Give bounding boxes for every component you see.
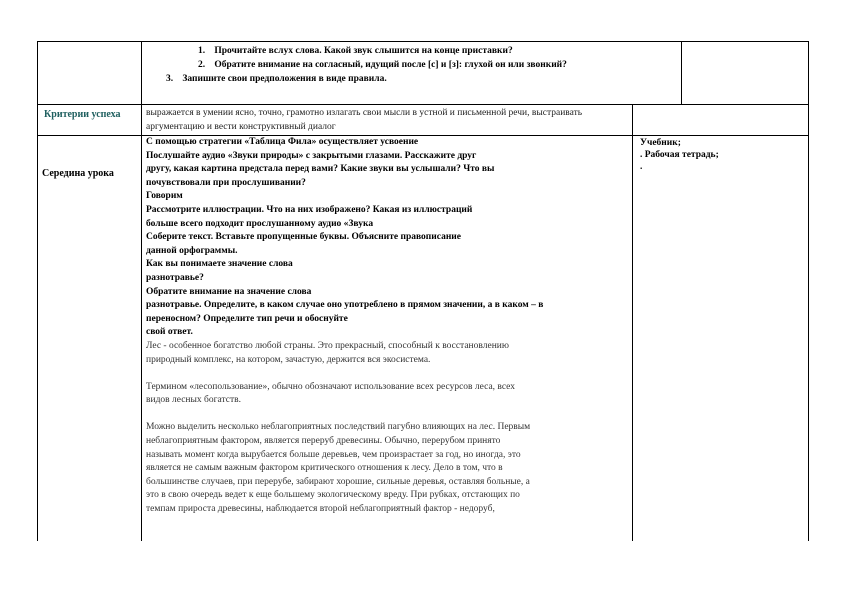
- resource-other: .: [640, 162, 643, 172]
- text-line: видов лесных богатств.: [146, 395, 241, 406]
- instruction-line: Как вы понимаете значение слова: [146, 259, 293, 270]
- text-line: является не самым важным фактором критического отношения к лесу. Дело в том, что в: [146, 463, 503, 474]
- tasks-cell: [144, 44, 682, 104]
- task-number: 2.: [198, 60, 206, 70]
- instruction-line: разнотравье. Определите, в каком случае оно употреблено в прямом значении, а в каком – в: [146, 300, 544, 311]
- task-item: [144, 72, 682, 86]
- text-line: природный комплекс, на котором, зачастую, держится вся экосистема.: [146, 354, 431, 365]
- middle-label: Середина урока: [42, 168, 114, 179]
- text-line: это в свою очередь ведет к еще большему экологическому вреду. При рубках, отстающих по: [146, 490, 520, 501]
- table-top-border: [37, 41, 809, 42]
- task-text: Запишите свои предположения в виде правила.: [182, 74, 387, 84]
- paragraph-gap: [146, 367, 626, 381]
- task-text: Прочитайте вслух слова. Какой звук слышится на конце приставки?: [214, 46, 513, 56]
- task-number: 1.: [198, 46, 206, 56]
- middle-content: [146, 136, 626, 517]
- text-line: неблагоприятным фактором, является переруб древесины. Обычно, перерубом принято: [146, 436, 501, 447]
- criteria-label: Критерии успеха: [44, 109, 121, 120]
- instruction-line: разнотравье?: [146, 272, 204, 283]
- table-left-border: [37, 41, 38, 541]
- resources-cell: [640, 137, 830, 173]
- criteria-text: выражается в умении ясно, точно, грамотно излагать свои мысли в устной и письменной речи, выстраивать аргументацию и вести конструктивный диалог: [146, 108, 583, 132]
- task-text: Обратите внимание на согласный, идущий после [с] и [з]: глухой он или звонкий?: [214, 60, 567, 70]
- instruction-line: данной орфограммы.: [146, 245, 238, 256]
- row-divider-1: [37, 104, 809, 105]
- instruction-line: почувствовали при прослушивании?: [146, 177, 306, 188]
- text-line: большинстве случаев, при перерубе, забирают хорошие, сильные деревья, оставляя больные, а: [146, 476, 530, 487]
- instruction-line: Обратите внимание на значение слова: [146, 286, 312, 297]
- col-divider-1: [141, 41, 142, 541]
- instruction-line: Говорим: [146, 191, 183, 202]
- instruction-line: свой ответ.: [146, 327, 193, 338]
- table-right-border: [808, 41, 809, 541]
- resource-workbook: . Рабочая тетрадь;: [640, 150, 719, 160]
- task-item: [144, 44, 682, 58]
- instruction-line: Рассмотрите иллюстрации. Что на них изображено? Какая из иллюстраций: [146, 204, 473, 215]
- task-item: [144, 58, 682, 72]
- instruction-line: Соберите текст. Вставьте пропущенные буквы. Объясните правописание: [146, 232, 461, 243]
- text-line: называть момент когда вырубается больше деревьев, чем произрастает за год, но иногда, это: [146, 449, 521, 460]
- resource-textbook: Учебник;: [640, 138, 681, 148]
- instruction-line: Послушайте аудио «Звуки природы» с закрытыми глазами. Расскажите друг: [146, 150, 477, 161]
- tasks-list: [144, 44, 682, 86]
- instruction-line: другу, какая картина предстала перед вами? Какие звуки вы услышали? Что вы: [146, 164, 495, 175]
- text-line: Лес - особенное богатство любой страны. Это прекрасный, способный к восстановлению: [146, 340, 509, 351]
- paragraph-gap: [146, 408, 626, 422]
- text-line: Термином «лесопользование», обычно обозначают использование всех ресурсов леса, всех: [146, 381, 516, 392]
- text-line: темпам прироста древесины, наблюдается второй неблагоприятный фактор - недоруб,: [146, 504, 495, 515]
- instruction-line: С помощью стратегии «Таблица Фила» осуществляет усвоение: [146, 137, 419, 147]
- instruction-line: переносном? Определите тип речи и обоснуйте: [146, 313, 348, 324]
- task-number: 3.: [166, 74, 174, 84]
- text-line: Можно выделить несколько неблагоприятных последствий пагубно влияющих на лес. Первым: [146, 422, 531, 433]
- col-divider-2: [632, 104, 633, 541]
- instruction-line: больше всего подходит прослушанному аудио «Звука: [146, 218, 374, 229]
